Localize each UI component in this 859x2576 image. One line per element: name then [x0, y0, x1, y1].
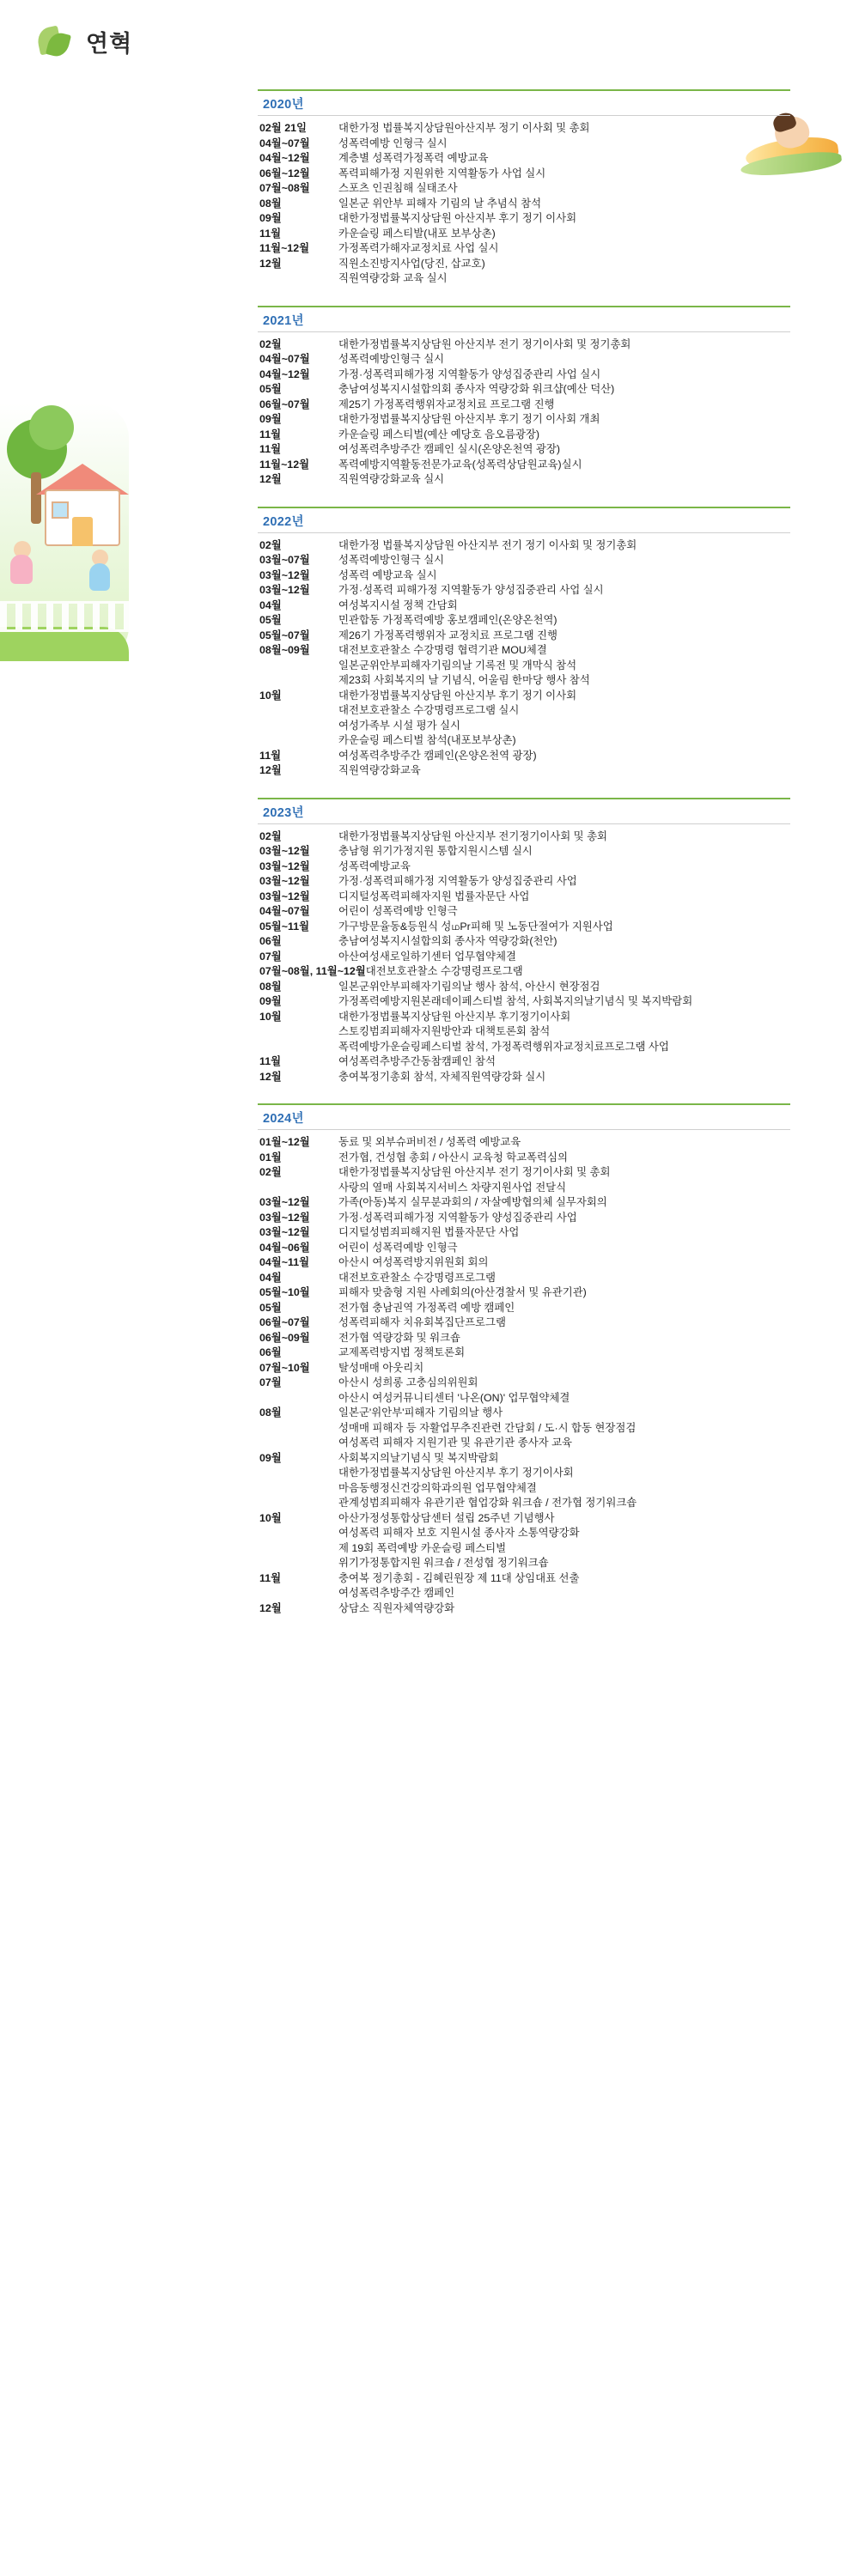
entry-date: 07월~08월: [259, 182, 310, 194]
entry-date: 04월: [259, 1271, 282, 1284]
year-block: [258, 507, 790, 779]
timeline-entry: [259, 598, 790, 614]
entry-date: 02월 21일: [259, 122, 307, 134]
entry-date: 04월~11월: [259, 1256, 310, 1268]
timeline-entry: [259, 412, 790, 428]
entry-date: 03월~12월: [259, 1226, 310, 1238]
timeline-entry: [259, 1024, 790, 1040]
entry-description: 카운슬링 페스티벌 참석(내포보부상촌): [338, 734, 516, 746]
entry-date: 04월~07월: [259, 905, 310, 917]
entry-description: 충남여성복지시설합의회 종사자 역량강화 워크샵(예산 덕산): [338, 383, 615, 395]
entry-date: 10월: [259, 689, 282, 702]
year-header: [258, 89, 790, 116]
timeline-entry: [259, 1225, 790, 1241]
entry-date: 02월: [259, 538, 282, 551]
entry-description: 제25기 가정폭력행위자교정치료 프로그램 진행: [338, 398, 555, 410]
entry-description: 대한가정법률복지상담원 아산지부 후기 정기 이사회: [338, 212, 577, 224]
entry-date: 03월~12월: [259, 890, 310, 902]
entry-description: 스토킹범죄피해자지원방안과 대책토론회 참석: [338, 1025, 551, 1037]
timeline-entry: [259, 1195, 790, 1211]
entry-date: 08월: [259, 1406, 282, 1419]
timeline-entry: [259, 1301, 790, 1316]
entry-description: 관계성범죄피해자 유관기관 협업강화 워크숍 / 전가협 정기워크숍: [338, 1497, 637, 1509]
entry-date: 04월: [259, 598, 282, 611]
timeline-entry: [259, 1466, 790, 1481]
timeline-entry: [259, 137, 790, 152]
entry-description: 대한가정 법률복지상담원 아산지부 전기 정기 이사회 및 정기총회: [338, 538, 637, 551]
page-header: [0, 0, 859, 82]
entry-date: 09월: [259, 413, 282, 425]
entry-date: 06월~12월: [259, 167, 310, 179]
entry-description: 대전보호관찰소 수강명령프로그램: [365, 965, 523, 977]
entry-date: 09월: [259, 212, 282, 224]
timeline-entry: [259, 1481, 790, 1497]
timeline-entry: [259, 442, 790, 458]
entry-date: 11월: [259, 443, 282, 455]
year-header: [258, 798, 790, 824]
entry-description: 대한가정법률복지상담원 아산지부 전기정기이사회 및 총회: [338, 829, 608, 842]
entry-description: 성폭력예방인형극 실시: [338, 353, 445, 365]
entry-description: 성폭력 예방교육 실시: [338, 568, 437, 581]
page-title: 연혁: [86, 30, 133, 57]
entry-description: 직원역량강화 교육 실시: [338, 272, 448, 284]
entry-description: 가구방문율동&등원식 성மPr피해 및 노동단절여가 지원사업: [338, 920, 613, 933]
entry-date: 01월: [259, 1151, 282, 1163]
timeline-entry: [259, 763, 790, 779]
entry-description: 충여복정기총회 참석, 자체직원역량강화 실시: [338, 1070, 546, 1083]
timeline-entry: [259, 583, 790, 598]
entry-description: 카운슬링 페스티벌(예산 예당호 음오름광장): [338, 428, 540, 440]
year-block: [258, 89, 790, 287]
entry-description: 일본군'위안부'피해자 기림의날 행사: [338, 1406, 503, 1419]
entry-date: 08월: [259, 980, 282, 993]
timeline-entry: [259, 629, 790, 644]
entry-description: 여성폭력 피해자 보호 지원시설 종사자 소통역량강화: [338, 1527, 580, 1539]
entry-description: 대한가정 법률복지상담원아산지부 정기 이사회 및 총회: [338, 122, 590, 134]
entry-description: 대전보호관찰소 수강명령프로그램 실시: [338, 704, 520, 716]
timeline-entry: [259, 1331, 790, 1346]
entry-date: 03월~12월: [259, 584, 310, 596]
timeline-entry: [259, 1451, 790, 1467]
entry-description: 제26기 가정폭력행위자 교정치료 프로그램 진행: [338, 629, 557, 641]
year-entry-list: [258, 538, 790, 779]
entry-date: 09월: [259, 1451, 282, 1464]
year-block: [258, 306, 790, 488]
entry-date: 05월~10월: [259, 1286, 310, 1298]
timeline-entry: [259, 1436, 790, 1451]
entry-description: 대한가정법률복지상담원 아산지부 후기 정기 이사회: [338, 689, 577, 702]
timeline-entry: [259, 398, 790, 413]
year-block: [258, 1103, 790, 1616]
entry-date: 01월~12월: [259, 1136, 310, 1148]
entry-description: 성폭력예방 인형극 실시: [338, 137, 448, 149]
entry-description: 충남여성복지시설합의회 종사자 역량강화(천안): [338, 935, 557, 947]
entry-description: 성매매 피해자 등 자활업무추진관련 간담회 / 도·시 합동 현장점검: [338, 1421, 637, 1434]
entry-description: 디지털성폭력피해자지원 법률자문단 사업: [338, 890, 530, 902]
entry-description: 성폭력피해자 치유회복집단프로그램: [338, 1316, 506, 1328]
year-header: [258, 1103, 790, 1130]
entry-description: 여성폭력 피해자 지원기관 및 유관기관 종사자 교육: [338, 1437, 573, 1449]
year-label: 2023년: [263, 805, 304, 820]
timeline-entry: [259, 382, 790, 398]
timeline-entry: [259, 1010, 790, 1025]
entry-date: 10월: [259, 1010, 282, 1023]
timeline-entry: [259, 257, 790, 272]
timeline-entry: [259, 1376, 790, 1391]
entry-description: 어린이 성폭력예방 인형극: [338, 1241, 458, 1254]
timeline-entry: [259, 1181, 790, 1196]
entry-date: 12월: [259, 1601, 282, 1614]
entry-date: 11월~12월: [259, 458, 310, 471]
entry-date: 04월~12월: [259, 152, 310, 164]
entry-description: 아산가정성통합상담센터 설립 25주년 기념행사: [338, 1511, 555, 1524]
timeline-entry: [259, 271, 790, 287]
entry-date: 03월~12월: [259, 875, 310, 887]
entry-date: 03월~12월: [259, 1211, 310, 1224]
entry-description: 대한가정법률복지상담원 아산지부 후기정기이사회: [338, 1010, 571, 1023]
entry-date: 12월: [259, 473, 282, 485]
entry-description: 마음동행정신건강의학과의원 업무협약체결: [338, 1481, 537, 1494]
timeline-entry: [259, 749, 790, 764]
timeline-entry: [259, 1151, 790, 1166]
timeline-entry: [259, 337, 790, 353]
entry-description: 제 19회 폭력예방 카운슬링 페스티벌: [338, 1541, 507, 1554]
entry-description: 스포츠 인권침해 실태조사: [338, 182, 458, 194]
entry-date: 03월~12월: [259, 860, 310, 872]
timeline-entry: [259, 874, 790, 890]
timeline-entry: [259, 1271, 790, 1286]
entry-description: 가정·성폭력 피해가정 지역활동가 양성집중관리 사업 실시: [338, 584, 604, 596]
entry-date: 02월: [259, 1166, 282, 1178]
entry-description: 폭력피해가정 지원위한 지역활동가 사업 실시: [338, 167, 546, 179]
entry-description: 대한가정법률복지상담원 아산지부 후기 정기이사회: [338, 1467, 574, 1479]
timeline-entry: [259, 1526, 790, 1541]
timeline-entry: [259, 689, 790, 704]
history-timeline: [258, 89, 790, 1635]
entry-date: 09월: [259, 995, 282, 1007]
entry-description: 여성폭력추방주간동참캠페인 참석: [338, 1055, 496, 1067]
timeline-entry: [259, 458, 790, 473]
year-entry-list: [258, 1135, 790, 1616]
timeline-entry: [259, 980, 790, 995]
entry-description: 여성폭력추방주간 캠페인: [338, 1587, 455, 1599]
entry-description: 성폭력예방교육: [338, 860, 411, 872]
entry-date: 03월~12월: [259, 845, 310, 857]
timeline-entry: [259, 890, 790, 905]
entry-date: 04월~07월: [259, 137, 310, 149]
entry-description: 아산시 여성폭력방지위원회 회의: [338, 1256, 489, 1268]
timeline-entry: [259, 167, 790, 182]
entry-description: 아산여성새로일하기센터 업무협약체결: [338, 950, 516, 963]
timeline-entry: [259, 211, 790, 227]
timeline-entry: [259, 920, 790, 935]
entry-date: 11월: [259, 1055, 282, 1067]
timeline-entry: [259, 613, 790, 629]
entry-date: 06월: [259, 1346, 282, 1358]
timeline-entry: [259, 1070, 790, 1085]
timeline-entry: [259, 352, 790, 368]
entry-description: 동료 및 외부슈퍼비전 / 성폭력 예방교육: [338, 1136, 521, 1148]
entry-description: 전가협, 건성협 총회 / 아산시 교육청 학교폭력심의: [338, 1151, 568, 1163]
timeline-entry: [259, 1511, 790, 1527]
timeline-entry: [259, 472, 790, 488]
entry-date: 05월: [259, 614, 282, 626]
entry-description: 사회복지의날기념식 및 복지박람회: [338, 1451, 499, 1464]
entry-date: 05월: [259, 383, 282, 395]
entry-description: 성폭력예방인형극 실시: [338, 554, 445, 566]
timeline-entry: [259, 1586, 790, 1601]
entry-description: 전가협 역량강화 및 워크숍: [338, 1331, 460, 1344]
year-entry-list: [258, 829, 790, 1085]
timeline-entry: [259, 1211, 790, 1226]
timeline-entry: [259, 703, 790, 719]
entry-date: 06월~07월: [259, 398, 310, 410]
entry-date: 06월: [259, 935, 282, 947]
entry-date: 06월~07월: [259, 1316, 310, 1328]
entry-description: 여성가족부 시설 평가 실시: [338, 719, 460, 732]
timeline-entry: [259, 844, 790, 860]
entry-description: 여성폭력추방주간 캠페인 실시(온양온천역 광장): [338, 443, 560, 455]
entry-date: 11월~12월: [259, 242, 310, 254]
timeline-entry: [259, 1346, 790, 1361]
entry-date: 11월: [259, 1571, 282, 1584]
entry-description: 대전보호관찰소 수강명령 협력기관 MOU체결: [338, 644, 547, 656]
timeline-entry: [259, 659, 790, 674]
entry-date: 04월~07월: [259, 353, 310, 365]
timeline-entry: [259, 719, 790, 734]
year-entry-list: [258, 121, 790, 287]
timeline-entry: [259, 553, 790, 568]
timeline-entry: [259, 1165, 790, 1181]
entry-date: 05월: [259, 1301, 282, 1314]
timeline-entry: [259, 964, 790, 980]
entry-date: 03월~12월: [259, 1196, 310, 1208]
year-label: 2022년: [263, 514, 304, 529]
entry-description: 탈성매매 아웃리치: [338, 1361, 424, 1374]
entry-description: 피해자 맞춤형 지원 사례회의(아산경찰서 및 유관기관): [338, 1286, 587, 1298]
timeline-entry: [259, 1556, 790, 1571]
entry-date: 06월~09월: [259, 1331, 310, 1344]
entry-description: 제23회 사회복지의 날 기념식, 어울림 한마당 행사 참석: [338, 674, 590, 686]
entry-description: 폭력예방가운슬링페스티벌 참석, 가정폭력행위자교정치료프로그램 사업: [338, 1040, 669, 1053]
entry-date: 12월: [259, 1070, 282, 1083]
entry-date: 05월~11월: [259, 920, 310, 933]
entry-date: 11월: [259, 749, 282, 762]
timeline-entry: [259, 121, 790, 137]
timeline-entry: [259, 860, 790, 875]
entry-description: 민관합동 가정폭력예방 홍보캠페인(온양온천역): [338, 614, 557, 626]
entry-date: 07월: [259, 950, 282, 963]
timeline-entry: [259, 904, 790, 920]
timeline-entry: [259, 1391, 790, 1406]
timeline-entry: [259, 568, 790, 584]
entry-description: 가족(아동)복지 실무분과회의 / 자살예방협의체 실무자회의: [338, 1196, 607, 1208]
timeline-entry: [259, 934, 790, 950]
timeline-entry: [259, 1135, 790, 1151]
entry-date: 10월: [259, 1511, 282, 1524]
timeline-entry: [259, 1241, 790, 1256]
entry-date: 08월: [259, 197, 282, 210]
timeline-entry: [259, 1315, 790, 1331]
entry-date: 07월~08월, 11월~12월: [259, 965, 366, 977]
timeline-entry: [259, 1541, 790, 1557]
entry-description: 충여복 정기총회 - 김혜린원장 제 11대 상임대표 선출: [338, 1571, 580, 1584]
entry-description: 대한가정법률복지상담원 아산지부 전기 정기이사회 및 총회: [338, 1166, 611, 1178]
entry-description: 가정폭력가해자교정치료 사업 실시: [338, 242, 499, 254]
timeline-entry: [259, 151, 790, 167]
entry-date: 05월~07월: [259, 629, 310, 641]
entry-description: 카운슬링 페스티발(내포 보부상촌): [338, 227, 496, 240]
entry-description: 일본군위안부피해자기림의날 행사 참석, 아산시 현장점검: [338, 980, 600, 993]
entry-description: 상담소 직원자체역량강화: [338, 1601, 455, 1614]
year-label: 2021년: [263, 313, 304, 328]
year-block: [258, 798, 790, 1085]
timeline-entry: [259, 538, 790, 554]
entry-description: 일본군위안부피해자기림의날 기록전 및 개막식 참석: [338, 659, 577, 671]
entry-date: 04월~12월: [259, 368, 310, 380]
entry-date: 08월~09월: [259, 644, 310, 656]
timeline-entry: [259, 227, 790, 242]
year-label: 2020년: [263, 98, 304, 112]
entry-date: 12월: [259, 764, 282, 776]
entry-description: 가정·성폭력피해가정 지역활동가 양성집중관리 사업 실시: [338, 368, 601, 380]
entry-description: 직원소진방지사업(당진, 삽교호): [338, 257, 485, 270]
entry-description: 일본군 위안부 피해자 기림의 날 추념식 참석: [338, 197, 542, 210]
entry-description: 가정·성폭력피해가정 지역활동가 양성집중관리 사업: [338, 1211, 577, 1224]
timeline-entry: [259, 829, 790, 845]
entry-description: 교제폭력방지법 정책토론회: [338, 1346, 466, 1358]
entry-date: 07월: [259, 1376, 282, 1388]
timeline-entry: [259, 428, 790, 443]
timeline-entry: [259, 643, 790, 659]
timeline-entry: [259, 950, 790, 965]
timeline-entry: [259, 1421, 790, 1437]
entry-date: 04월~06월: [259, 1241, 310, 1254]
entry-date: 03월~07월: [259, 554, 310, 566]
entry-description: 사랑의 열매 사회복지서비스 차량지원사업 전달식: [338, 1181, 567, 1194]
timeline-entry: [259, 197, 790, 212]
entry-description: 아산시 여성커뮤니티센터 '나온(ON)' 업무협약체결: [338, 1391, 570, 1404]
decorative-illustration-left: [0, 404, 129, 661]
entry-description: 충남형 위기가정지원 통합지원시스템 실시: [338, 845, 533, 857]
entry-description: 직원역량강화교육: [338, 764, 421, 776]
year-label: 2024년: [263, 1112, 304, 1126]
leaf-icon: [33, 21, 74, 62]
entry-date: 11월: [259, 428, 282, 440]
entry-description: 위기가정통합지원 워크숍 / 전성협 정기워크숍: [338, 1557, 549, 1569]
timeline-entry: [259, 994, 790, 1010]
entry-date: 07월~10월: [259, 1361, 310, 1374]
entry-description: 대전보호관찰소 수강명령프로그램: [338, 1271, 496, 1284]
entry-description: 여성복지시설 정책 간담회: [338, 598, 458, 611]
year-entry-list: [258, 337, 790, 488]
timeline-entry: [259, 1496, 790, 1511]
timeline-entry: [259, 241, 790, 257]
entry-date: 11월: [259, 227, 282, 240]
timeline-entry: [259, 1571, 790, 1587]
timeline-entry: [259, 1601, 790, 1617]
timeline-entry: [259, 181, 790, 197]
entry-description: 가정폭력예방지원본래데이페스티벌 참석, 사회복지의날기념식 및 복지박람회: [338, 995, 693, 1007]
timeline-entry: [259, 1255, 790, 1271]
entry-date: 12월: [259, 257, 282, 270]
year-header: [258, 306, 790, 332]
entry-description: 어린이 성폭력예방 인형극: [338, 905, 458, 917]
entry-date: 03월~12월: [259, 568, 310, 581]
year-header: [258, 507, 790, 533]
entry-description: 여성폭력추방주간 캠페인(온양온천역 광장): [338, 749, 537, 762]
timeline-entry: [259, 1054, 790, 1070]
entry-description: 대한가정법률복지상담원 아산지부 후기 정기 이사회 개최: [338, 413, 600, 425]
entry-description: 폭력예방지역활동전문가교육(성폭력상담원교육)실시: [338, 458, 582, 471]
entry-description: 대한가정법률복지상담원 아산지부 전기 정기이사회 및 정기총회: [338, 337, 631, 350]
timeline-entry: [259, 1040, 790, 1055]
entry-date: 02월: [259, 337, 282, 350]
timeline-entry: [259, 1285, 790, 1301]
timeline-entry: [259, 733, 790, 749]
entry-description: 직원역량강화교육 실시: [338, 473, 445, 485]
timeline-entry: [259, 1361, 790, 1376]
entry-date: 02월: [259, 829, 282, 842]
entry-description: 가정·성폭력피해가정 지역활동가 양성집중관리 사업: [338, 875, 577, 887]
entry-description: 계층별 성폭력가정폭력 예방교육: [338, 152, 489, 164]
entry-description: 디지털성범죄피해지원 법률자문단 사업: [338, 1226, 520, 1238]
entry-description: 아산시 성희롱 고충심의위원회: [338, 1376, 478, 1388]
timeline-entry: [259, 673, 790, 689]
timeline-entry: [259, 368, 790, 383]
entry-description: 전가협 충남권역 가정폭력 예방 캠페인: [338, 1301, 515, 1314]
timeline-entry: [259, 1406, 790, 1421]
